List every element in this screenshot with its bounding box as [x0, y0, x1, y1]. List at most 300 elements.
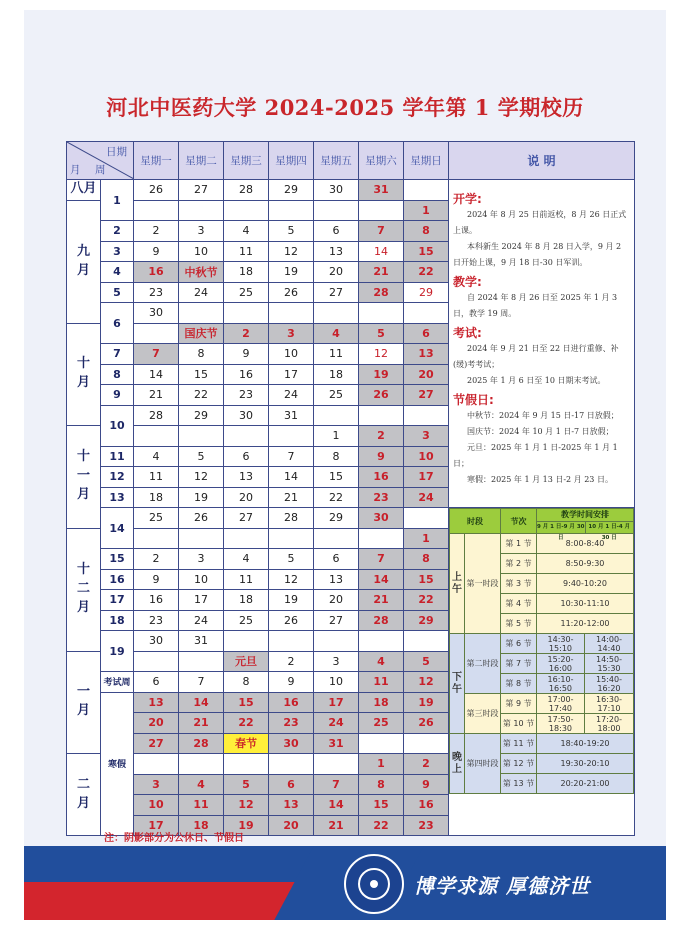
date-cell: 23 — [359, 487, 404, 508]
day-header: 星期三 — [224, 142, 269, 180]
date-cell: 22 — [404, 590, 449, 611]
date-cell: 14 — [359, 569, 404, 590]
date-cell: 6 — [314, 549, 359, 570]
date-cell: 3 — [269, 323, 314, 344]
date-cell: 3 — [404, 426, 449, 447]
week-number: 4 — [101, 262, 134, 283]
date-cell: 26 — [359, 385, 404, 406]
date-cell: 15 — [404, 241, 449, 262]
lesson-time: 11:20-12:00 — [537, 614, 634, 634]
date-cell: 6 — [269, 774, 314, 795]
date-cell: 20 — [269, 815, 314, 836]
week-number: 19 — [101, 631, 134, 672]
date-cell: 4 — [359, 651, 404, 672]
date-cell: 30 — [134, 631, 179, 652]
date-cell: 12 — [404, 672, 449, 693]
date-cell: 20 — [224, 487, 269, 508]
date-cell: 23 — [269, 713, 314, 734]
date-cell: 9 — [134, 569, 179, 590]
date-cell — [269, 754, 314, 775]
month-text: 十二月 — [76, 562, 90, 615]
morning-label — [450, 534, 465, 634]
date-cell: 25 — [224, 610, 269, 631]
date-cell: 5 — [269, 221, 314, 242]
evening-text: 晚上 — [452, 751, 462, 775]
date-cell — [224, 303, 269, 324]
lesson-time: 10:30-11:10 — [537, 594, 634, 614]
date-cell: 4 — [314, 323, 359, 344]
date-cell: 30 — [359, 508, 404, 529]
date-cell — [314, 631, 359, 652]
notes-heading: 节假日: — [453, 393, 494, 407]
date-cell — [359, 303, 404, 324]
lesson-time: 17:20-18:00 — [585, 714, 634, 734]
lesson-name: 第 5 节 — [501, 614, 537, 634]
lesson-time: 18:40-19:20 — [537, 734, 634, 754]
date-cell — [404, 180, 449, 201]
week-number: 15 — [101, 549, 134, 570]
lesson-name: 第 10 节 — [501, 714, 537, 734]
date-cell: 13 — [134, 692, 179, 713]
date-cell — [359, 631, 404, 652]
date-cell: 28 — [359, 282, 404, 303]
date-cell — [269, 528, 314, 549]
date-cell: 13 — [404, 344, 449, 365]
lesson-time: 15:40-16:20 — [585, 674, 634, 694]
date-cell: 25 — [134, 508, 179, 529]
date-cell: 21 — [359, 262, 404, 283]
period-3-label: 第三时段 — [465, 694, 501, 734]
date-cell: 11 — [224, 569, 269, 590]
week-number: 2 — [101, 221, 134, 242]
lesson-time: 8:50-9:30 — [537, 554, 634, 574]
date-cell: 27 — [404, 385, 449, 406]
notes-text: 元旦：2025 年 1 月 1 日-2025 年 1 月 1 日； — [453, 443, 618, 468]
date-cell — [179, 528, 224, 549]
date-cell: 31 — [314, 733, 359, 754]
date-cell: 3 — [314, 651, 359, 672]
evening-label — [450, 734, 465, 794]
date-cell: 19 — [269, 262, 314, 283]
date-cell — [269, 631, 314, 652]
lesson-time: 19:30-20:10 — [537, 754, 634, 774]
date-cell: 30 — [314, 180, 359, 201]
date-cell: 31 — [269, 405, 314, 426]
date-cell: 13 — [269, 795, 314, 816]
date-cell: 14 — [134, 364, 179, 385]
month-label — [67, 651, 101, 754]
week-number: 7 — [101, 344, 134, 365]
week-number: 13 — [101, 487, 134, 508]
date-cell: 29 — [404, 610, 449, 631]
date-cell: 9 — [269, 672, 314, 693]
week-number: 3 — [101, 241, 134, 262]
day-header: 星期日 — [404, 142, 449, 180]
date-cell: 21 — [269, 487, 314, 508]
date-cell: 18 — [359, 692, 404, 713]
date-cell: 25 — [314, 385, 359, 406]
lesson-time: 14:00-14:40 — [585, 634, 634, 654]
date-cell — [179, 200, 224, 221]
lesson-name: 第 8 节 — [501, 674, 537, 694]
date-cell: 11 — [179, 795, 224, 816]
lesson-schedule — [449, 508, 635, 836]
date-cell — [134, 426, 179, 447]
afternoon-text: 下午 — [452, 671, 462, 695]
date-cell: 14 — [314, 795, 359, 816]
date-cell: 15 — [359, 795, 404, 816]
date-cell — [314, 528, 359, 549]
week-number: 17 — [101, 590, 134, 611]
date-cell: 24 — [179, 610, 224, 631]
date-cell: 19 — [359, 364, 404, 385]
notes-text: 2024 年 9 月 21 日至 22 日进行重修、补(缓)考考试； — [453, 344, 619, 369]
day-header: 星期一 — [134, 142, 179, 180]
morning-text: 上午 — [452, 571, 462, 595]
date-cell: 12 — [269, 241, 314, 262]
date-cell: 13 — [314, 241, 359, 262]
date-cell — [404, 303, 449, 324]
notes-text: 本科新生 2024 年 8 月 28 日入学，9 月 2 日开始上课，9 月 18 日-30 日军训。 — [453, 242, 622, 267]
date-cell: 5 — [179, 446, 224, 467]
date-cell: 2 — [404, 754, 449, 775]
date-cell: 4 — [224, 221, 269, 242]
week-number: 11 — [101, 446, 134, 467]
date-cell: 28 — [224, 180, 269, 201]
date-cell — [404, 733, 449, 754]
month-text: 九月 — [76, 243, 90, 278]
date-cell: 1 — [404, 528, 449, 549]
date-cell: 26 — [134, 180, 179, 201]
date-cell: 12 — [269, 569, 314, 590]
date-cell: 20 — [404, 364, 449, 385]
date-cell: 18 — [224, 262, 269, 283]
period-4-label: 第四时段 — [465, 734, 501, 794]
lesson-time: 17:50-18:30 — [537, 714, 585, 734]
lesson-name: 第 11 节 — [501, 734, 537, 754]
date-cell: 29 — [314, 508, 359, 529]
date-cell: 9 — [224, 344, 269, 365]
corner-month-label: 月 — [70, 164, 81, 176]
corner-date-label: 日期 — [106, 146, 127, 158]
date-cell: 18 — [134, 487, 179, 508]
date-cell: 17 — [404, 467, 449, 488]
lesson-time: 15:20-16:00 — [537, 654, 585, 674]
date-cell: 7 — [314, 774, 359, 795]
date-cell: 10 — [179, 569, 224, 590]
schedule-arrange-title: 教学时间安排 — [537, 509, 633, 522]
week-number: 8 — [101, 364, 134, 385]
date-cell — [404, 631, 449, 652]
date-cell: 5 — [269, 549, 314, 570]
date-cell: 6 — [224, 446, 269, 467]
month-label — [67, 200, 101, 323]
date-cell: 8 — [359, 774, 404, 795]
month-text: 二月 — [76, 776, 90, 811]
month-text: 一月 — [76, 684, 90, 719]
date-cell: 10 — [179, 241, 224, 262]
date-cell — [269, 426, 314, 447]
date-cell: 3 — [134, 774, 179, 795]
date-cell: 21 — [134, 385, 179, 406]
week-number: 16 — [101, 569, 134, 590]
date-cell — [179, 303, 224, 324]
week-number: 14 — [101, 508, 134, 549]
date-cell — [269, 303, 314, 324]
date-cell: 7 — [269, 446, 314, 467]
date-cell: 19 — [179, 487, 224, 508]
date-cell: 8 — [404, 549, 449, 570]
date-cell: 27 — [314, 610, 359, 631]
footer-banner — [24, 846, 666, 920]
date-cell: 26 — [269, 282, 314, 303]
day-header: 星期二 — [179, 142, 224, 180]
date-cell: 20 — [134, 713, 179, 734]
date-cell — [224, 200, 269, 221]
week-number: 考试周 — [101, 672, 134, 693]
date-cell: 20 — [314, 590, 359, 611]
date-cell: 14 — [359, 241, 404, 262]
date-cell — [134, 754, 179, 775]
date-cell — [404, 508, 449, 529]
date-cell: 27 — [179, 180, 224, 201]
university-logo — [344, 854, 404, 914]
date-cell: 15 — [224, 692, 269, 713]
date-cell — [224, 528, 269, 549]
lesson-name: 第 13 节 — [501, 774, 537, 794]
date-cell: 19 — [269, 590, 314, 611]
lesson-time: 16:10-16:50 — [537, 674, 585, 694]
date-cell: 29 — [269, 180, 314, 201]
date-cell: 6 — [404, 323, 449, 344]
date-cell: 4 — [224, 549, 269, 570]
date-cell: 15 — [404, 569, 449, 590]
week-number: 6 — [101, 303, 134, 344]
date-cell: 10 — [134, 795, 179, 816]
month-label — [67, 323, 101, 426]
date-cell: 28 — [359, 610, 404, 631]
lesson-name: 第 9 节 — [501, 694, 537, 714]
date-cell — [179, 651, 224, 672]
date-cell: 26 — [269, 610, 314, 631]
date-cell: 25 — [224, 282, 269, 303]
date-cell — [179, 754, 224, 775]
date-cell: 2 — [224, 323, 269, 344]
corner-header — [67, 142, 134, 180]
date-cell: 28 — [269, 508, 314, 529]
date-cell: 9 — [359, 446, 404, 467]
schedule-arrange-header — [537, 509, 634, 541]
date-cell — [224, 426, 269, 447]
date-cell — [314, 405, 359, 426]
notes-panel — [449, 180, 635, 508]
date-cell: 10 — [269, 344, 314, 365]
date-cell: 12 — [224, 795, 269, 816]
date-cell: 1 — [404, 200, 449, 221]
date-cell: 30 — [269, 733, 314, 754]
month-text: 十一月 — [76, 449, 90, 503]
month-label — [67, 528, 101, 651]
date-cell: 23 — [134, 282, 179, 303]
notes-heading: 教学: — [453, 275, 482, 289]
date-cell — [314, 200, 359, 221]
date-cell — [359, 405, 404, 426]
date-cell — [134, 200, 179, 221]
date-cell: 9 — [134, 241, 179, 262]
lesson-name: 第 4 节 — [501, 594, 537, 614]
date-cell: 23 — [404, 815, 449, 836]
lesson-name: 第 12 节 — [501, 754, 537, 774]
date-cell: 13 — [314, 569, 359, 590]
calendar-table — [66, 141, 635, 836]
date-cell: 2 — [359, 426, 404, 447]
date-cell: 16 — [134, 590, 179, 611]
lesson-time: 20:20-21:00 — [537, 774, 634, 794]
date-cell: 18 — [314, 364, 359, 385]
date-cell — [359, 528, 404, 549]
date-cell: 16 — [269, 692, 314, 713]
date-cell — [404, 405, 449, 426]
week-number: 寒假 — [101, 692, 134, 836]
corner-week-label: 周 — [95, 164, 106, 176]
lesson-time: 16:30-17:10 — [585, 694, 634, 714]
date-cell: 9 — [404, 774, 449, 795]
week-number: 1 — [101, 180, 134, 221]
date-cell — [359, 200, 404, 221]
month-label: 八月 — [67, 180, 101, 201]
date-cell: 10 — [404, 446, 449, 467]
lesson-time: 14:50-15:30 — [585, 654, 634, 674]
date-cell: 23 — [224, 385, 269, 406]
date-cell: 5 — [359, 323, 404, 344]
date-cell: 8 — [179, 344, 224, 365]
date-cell: 31 — [359, 180, 404, 201]
schedule-lesson-header: 节次 — [501, 509, 537, 534]
date-cell: 14 — [269, 467, 314, 488]
date-cell: 8 — [224, 672, 269, 693]
date-cell: 26 — [179, 508, 224, 529]
date-cell — [134, 528, 179, 549]
lesson-time: 14:30-15:10 — [537, 634, 585, 654]
date-cell: 12 — [179, 467, 224, 488]
notes-text: 中秋节：2024 年 9 月 15 日-17 日放假； — [467, 411, 619, 420]
date-cell: 22 — [359, 815, 404, 836]
date-cell: 6 — [134, 672, 179, 693]
university-motto: 博学求源 厚德济世 — [414, 874, 590, 898]
date-cell — [134, 323, 179, 344]
date-cell: 18 — [224, 590, 269, 611]
date-cell: 2 — [134, 221, 179, 242]
date-cell: 3 — [179, 221, 224, 242]
month-label — [67, 426, 101, 529]
date-cell: 3 — [179, 549, 224, 570]
date-cell: 20 — [314, 262, 359, 283]
date-cell: 21 — [359, 590, 404, 611]
afternoon-label — [450, 634, 465, 734]
footnote: 注：阴影部分为公休日、节假日 — [104, 833, 244, 844]
date-cell: 8 — [314, 446, 359, 467]
day-header: 星期五 — [314, 142, 359, 180]
day-header: 星期四 — [269, 142, 314, 180]
date-cell: 17 — [269, 364, 314, 385]
schedule-period-header: 时段 — [450, 509, 501, 534]
date-cell: 25 — [359, 713, 404, 734]
lesson-time: 17:00-17:40 — [537, 694, 585, 714]
date-cell: 11 — [359, 672, 404, 693]
date-cell: 15 — [314, 467, 359, 488]
holiday-label: 国庆节 — [179, 323, 224, 344]
date-cell: 30 — [224, 405, 269, 426]
date-cell: 22 — [224, 713, 269, 734]
date-cell: 17 — [179, 590, 224, 611]
lesson-name: 第 1 节 — [501, 534, 537, 554]
date-cell: 4 — [179, 774, 224, 795]
date-cell: 11 — [134, 467, 179, 488]
month-text: 十月 — [76, 356, 90, 391]
notes-text: 国庆节：2024 年 10 月 1 日-7 日放假； — [467, 427, 614, 436]
date-cell: 21 — [179, 713, 224, 734]
notes-heading: 开学: — [453, 192, 482, 206]
period-1-label: 第一时段 — [465, 534, 501, 634]
page-title: 河北中医药大学 2024-2025 学年第 1 学期校历 — [106, 95, 584, 120]
week-number: 12 — [101, 467, 134, 488]
date-cell: 27 — [224, 508, 269, 529]
date-cell: 30 — [134, 303, 179, 324]
date-cell: 16 — [404, 795, 449, 816]
notes-text: 2024 年 8 月 25 日前返校，8 月 26 日正式上课。 — [453, 210, 627, 235]
date-cell: 28 — [179, 733, 224, 754]
schedule-range-b: 10 月 1 日-4 月 30 日 — [588, 524, 631, 541]
week-number: 18 — [101, 610, 134, 631]
date-cell: 16 — [224, 364, 269, 385]
lesson-name: 第 6 节 — [501, 634, 537, 654]
date-cell: 19 — [224, 815, 269, 836]
date-cell — [134, 651, 179, 672]
date-cell — [314, 303, 359, 324]
notes-header: 说 明 — [449, 142, 635, 180]
lesson-name: 第 2 节 — [501, 554, 537, 574]
date-cell: 8 — [404, 221, 449, 242]
date-cell — [179, 426, 224, 447]
date-cell: 17 — [314, 692, 359, 713]
date-cell: 24 — [404, 487, 449, 508]
notes-text: 2025 年 1 月 6 日至 10 日期末考试。 — [467, 376, 606, 385]
date-cell: 1 — [314, 426, 359, 447]
date-cell: 24 — [179, 282, 224, 303]
notes-text: 自 2024 年 8 月 26 日至 2025 年 1 月 3 日，教学 19 周。 — [453, 293, 618, 318]
date-cell: 26 — [404, 713, 449, 734]
date-cell: 18 — [179, 815, 224, 836]
date-cell: 1 — [359, 754, 404, 775]
date-cell — [314, 754, 359, 775]
date-cell: 5 — [404, 651, 449, 672]
lesson-schedule-table — [449, 508, 634, 794]
date-cell: 11 — [314, 344, 359, 365]
date-cell — [359, 733, 404, 754]
date-cell: 27 — [134, 733, 179, 754]
notes-heading: 考试: — [453, 326, 482, 340]
date-cell: 7 — [359, 221, 404, 242]
date-cell: 27 — [314, 282, 359, 303]
date-cell: 19 — [404, 692, 449, 713]
date-cell: 28 — [134, 405, 179, 426]
period-2-label: 第二时段 — [465, 634, 501, 694]
date-cell: 7 — [179, 672, 224, 693]
date-cell: 7 — [359, 549, 404, 570]
date-cell: 22 — [179, 385, 224, 406]
date-cell: 16 — [134, 262, 179, 283]
date-cell: 23 — [134, 610, 179, 631]
